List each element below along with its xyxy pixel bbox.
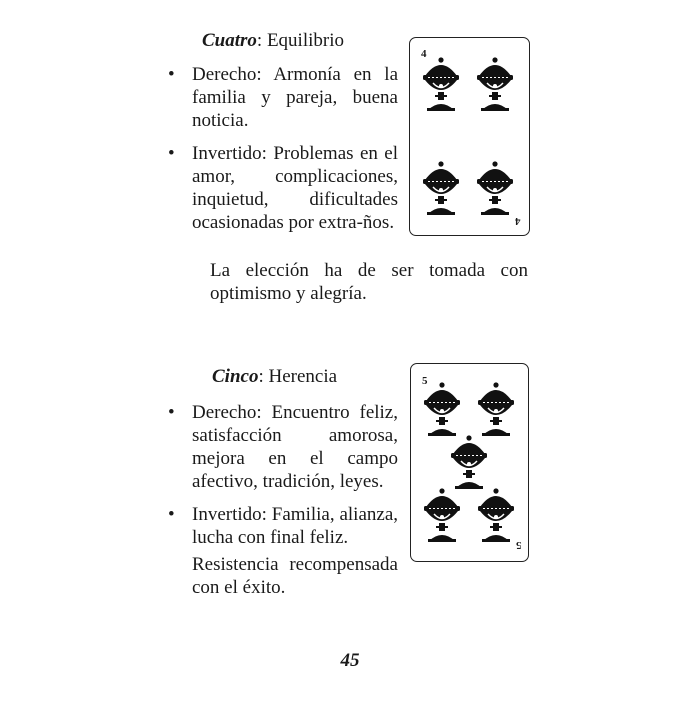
cup-icon	[421, 381, 463, 437]
closing-paragraph: La elección ha de ser tomada con optimismo y alegría.	[210, 260, 528, 304]
card-number: Cinco	[212, 366, 259, 387]
card-corner-label-inverted: 4	[514, 215, 520, 227]
cup-icon	[474, 160, 516, 216]
meaning-upright: • Derecho: Encuentro feliz, satisfacción amorosa, mejora en el campo afectivo, tradición, leyes.	[162, 401, 398, 493]
cup-icon	[475, 487, 517, 543]
meaning-list	[162, 401, 398, 559]
meaning-list	[162, 63, 398, 244]
cup-icon	[474, 56, 516, 112]
section-heading: Cuatro: Equilibrio	[202, 30, 345, 51]
cup-icon	[421, 487, 463, 543]
card-four-of-cups	[409, 37, 530, 236]
card-five-of-cups	[410, 363, 529, 562]
card-corner-label: 5	[422, 375, 428, 387]
card-corner-label: 4	[421, 48, 427, 60]
cup-icon	[475, 381, 517, 437]
meaning-reversed: • Invertido: Familia, alianza, lucha con final feliz.	[162, 503, 398, 549]
page-number: 45	[340, 650, 360, 671]
card-number: Cuatro	[202, 30, 257, 51]
card-title: Herencia	[268, 366, 338, 387]
card-corner-label-inverted: 5	[515, 539, 521, 551]
cup-icon	[420, 160, 462, 216]
meaning-upright: • Derecho: Armonía en la familia y pareja, buena noticia.	[162, 63, 398, 132]
meaning-reversed: • Invertido: Problemas en el amor, complicaciones, inquietud, dificultades ocasionadas por extra-ños.	[162, 142, 398, 234]
cup-icon	[420, 56, 462, 112]
card-title: Equilibrio	[266, 30, 345, 51]
cup-icon	[448, 434, 490, 490]
section-heading: Cinco: Herencia	[212, 366, 338, 387]
closing-paragraph: Resistencia recompensada con el éxito.	[192, 554, 398, 598]
